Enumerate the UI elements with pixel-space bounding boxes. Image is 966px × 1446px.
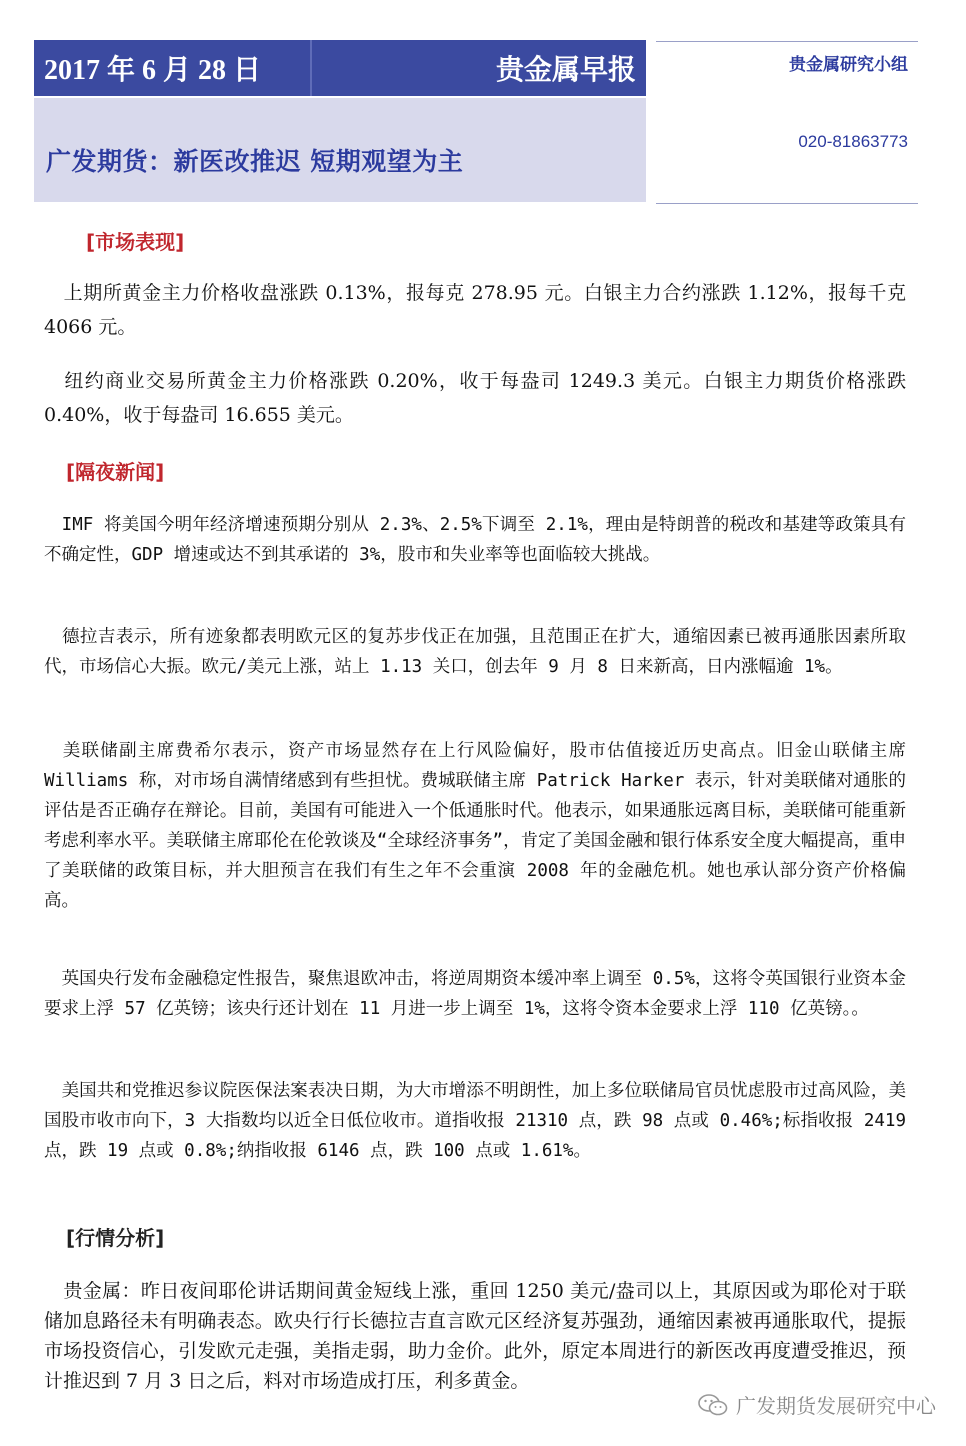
section-title-news: [隔夜新闻]: [66, 460, 165, 484]
header-bar: [34, 40, 646, 96]
section-title-analysis: [行情分析]: [66, 1226, 165, 1250]
news-paragraph: 德拉吉表示，所有迹象都表明欧元区的复苏步伐正在加强，且范围正在扩大，通缩因素已被再通胀因素所取代，市场信心大振。欧元/美元上涨，站上 1.13 关口，创去年 9 月 8 日来新高，日内涨幅逾 1%。: [44, 627, 906, 677]
report-name: 贵金属早报: [495, 53, 636, 86]
watermark: [698, 1390, 936, 1419]
market-paragraph: 纽约商业交易所黄金主力价格涨跌 0.20%，收于每盎司 1249.3 美元。白银主力期货价格涨跌 0.40%，收于每盎司 16.655 美元。: [44, 370, 906, 426]
header-divider: [310, 40, 312, 96]
section-title-market: [市场表现]: [86, 230, 185, 254]
research-team: 贵金属研究小组: [789, 55, 908, 75]
news-paragraph: 英国央行发布金融稳定性报告，聚焦退欧冲击，将逆周期资本缓冲率上调至 0.5%，这将令英国银行业资本金要求上浮 57 亿英镑；该央行还计划在 11 月进一步上调至 1%，这将令资本金要求上浮 110 亿英镑。。: [44, 969, 906, 1019]
contact-phone: 020-81863773: [798, 132, 908, 151]
analysis-paragraph: 贵金属：昨日夜间耶伦讲话期间黄金短线上涨，重回 1250 美元/盎司以上，其原因或为耶伦对于联储加息路径未有明确表态。欧央行行长德拉吉直言欧元区经济复苏强劲，通缩因素被再通胀取代，提振市场投资信心，引发欧元走强，美指走弱，助力金价。此外，原定本周进行的新医改再度遭受推迟，预计推迟到 7 月 3 日之后，料对市场造成打压，利多黄金。: [44, 1280, 906, 1392]
report-date: 2017 年 6 月 28 日: [44, 55, 262, 86]
divider-bottom: [656, 203, 918, 204]
news-paragraph: 美国共和党推迟参议院医保法案表决日期，为大市增添不明朗性，加上多位联储局官员忧虑股市过高风险，美国股市收市向下，3 大指数均以近全日低位收市。道指收报 21310 点，跌 98 点或 0.46%;标指收报 2419 点，跌 19 点或 0.8%;纳指收报 6146 点，跌 100 点或 1.61%。: [44, 1081, 906, 1161]
wechat-icon: [698, 1393, 728, 1417]
watermark-text: 广发期货发展研究中心: [736, 1394, 936, 1418]
news-paragraph: IMF 将美国今明年经济增速预期分别从 2.3%、2.5%下调至 2.1%，理由是特朗普的税改和基建等政策具有不确定性，GDP 增速或达不到其承诺的 3%，股市和失业率等也面临较大挑战。: [44, 515, 906, 565]
market-paragraph: 上期所黄金主力价格收盘涨跌 0.13%，报每克 278.95 元。白银主力合约涨跌 1.12%，报每千克 4066 元。: [44, 282, 906, 338]
page-title: 广发期货：新医改推迟 短期观望为主: [46, 147, 464, 176]
divider-top: [656, 41, 918, 42]
news-paragraph: 美联储副主席费希尔表示，资产市场显然存在上行风险偏好，股市估值接近历史高点。旧金山联储主席 Williams 称，对市场自满情绪感到有些担忧。费城联储主席 Patrick Harker 表示，针对美联储对通胀的评估是否正确存在辩论。目前，美国有可能进入一个低通胀时代。他表示，如果通胀远离目标，美联储可能重新考虑利率水平。美联储主席耶伦在伦敦谈及“全球经济事务”，肯定了美国金融和银行体系安全度大幅提高，重申了美联储的政策目标，并大胆预言在我们有生之年不会重演 2008 年的金融危机。她也承认部分资产价格偏高。: [44, 741, 906, 911]
headline-bar: [34, 98, 646, 202]
